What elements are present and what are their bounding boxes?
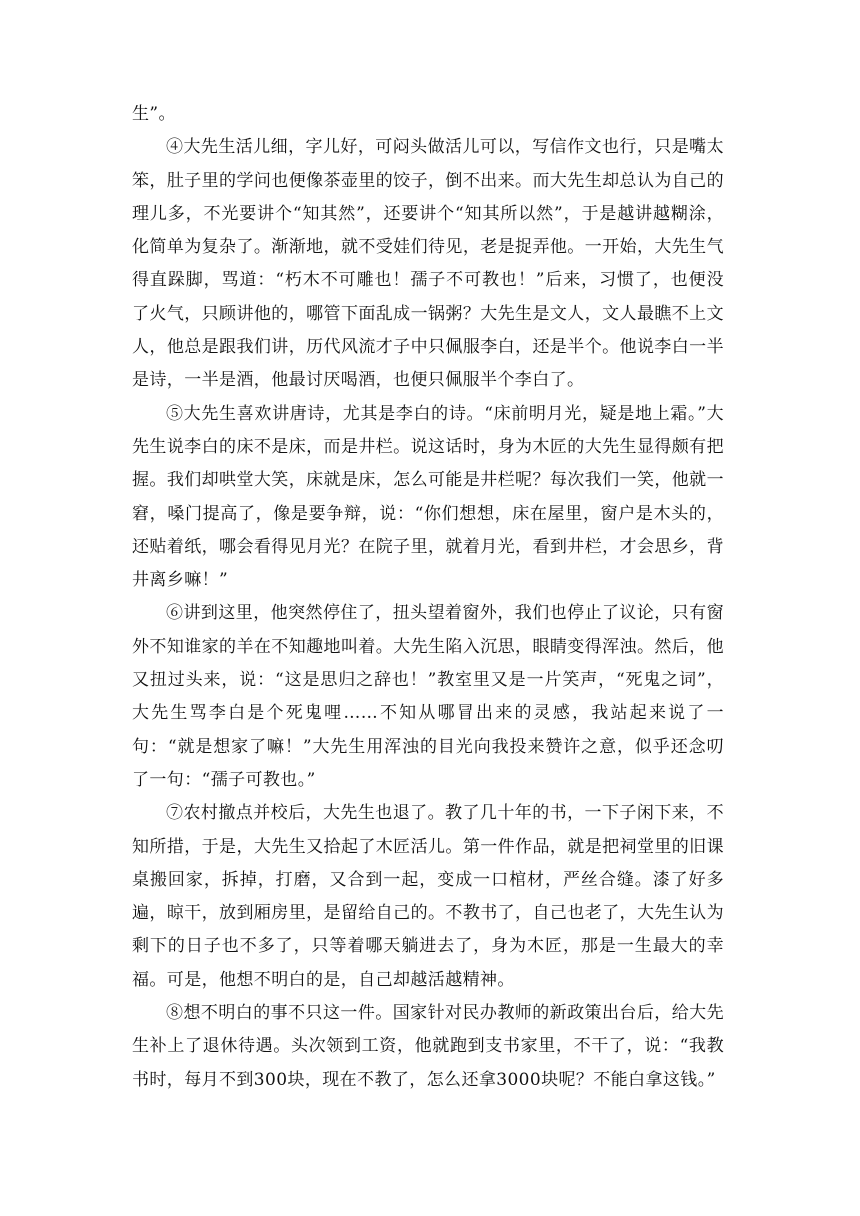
document-body xyxy=(132,98,724,1097)
paragraph-continued: 生”。 xyxy=(132,104,176,124)
paragraph-4: ④大先生活儿细，字儿好，可闷头做活儿可以，写信作文也行，只是嘴太笨，肚子里的学问也便像茶壶里的饺子，倒不出来。而大先生却总认为自己的理儿多，不光要讲个“知其然”，还要讲个“知其所以然”，于是越讲越糊涂，化简单为复杂了。渐渐地，就不受娃们待见，老是捉弄他。一开始，大先生气得直跺脚，骂道：“朽木不可雕也！孺子不可教也！”后来，习惯了，也便没了火气，只顾讲他的，哪管下面乱成一锅粥？大先生是文人，文人最瞧不上文人，他总是跟我们讲，历代风流才子中只佩服李白，还是半个。他说李白一半是诗，一半是酒，他最讨厌喝酒，也便只佩服半个李白了。 xyxy=(132,137,724,391)
paragraph-6: ⑥讲到这里，他突然停住了，扭头望着窗外，我们也停止了议论，只有窗外不知谁家的羊在不知趣地叫着。大先生陷入沉思，眼睛变得浑浊。然后，他又扭过头来，说：“这是思归之辞也！”教室里又是一片笑声，“死鬼之词”，大先生骂李白是个死鬼哩……不知从哪冒出来的灵感，我站起来说了一句：“就是想家了嘛！”大先生用浑浊的目光向我投来赞许之意，似乎还念叨了一句：“孺子可教也。” xyxy=(132,603,724,790)
paragraph-5: ⑤大先生喜欢讲唐诗，尤其是李白的诗。“床前明月光，疑是地上霜。”大先生说李白的床不是床，而是井栏。说这话时，身为木匠的大先生显得颇有把握。我们却哄堂大笑，床就是床，怎么可能是井栏呢？每次我们一笑，他就一窘，嗓门提高了，像是要争辩，说：“你们想想，床在屋里，窗户是木头的，还贴着纸，哪会看得见月光？在院子里，就着月光，看到井栏，才会思乡，背井离乡嘛！” xyxy=(132,403,724,591)
paragraph-7: ⑦农村撤点并校后，大先生也退了。教了几十年的书，一下子闲下来，不知所措，于是，大先生又拾起了木匠活儿。第一件作品，就是把祠堂里的旧课桌搬回家，拆掉，打磨，又合到一起，变成一口棺材，严丝合缝。漆了好多遍，晾干，放到厢房里，是留给自己的。不教书了，自己也老了，大先生认为剩下的日子也不多了，只等着哪天躺进去了，身为木匠，那是一生最大的幸福。可是，他想不明白的是，自己却越活越精神。 xyxy=(132,803,724,990)
paragraph-8: ⑧想不明白的事不只这一件。国家针对民办教师的新政策出台后，给大先生补上了退休待遇。头次领到工资，他就跑到支书家里，不干了，说：“我教书时，每月不到300块，现在不教了，怎么还拿3000块呢？不能白拿这钱。” xyxy=(132,1003,724,1090)
